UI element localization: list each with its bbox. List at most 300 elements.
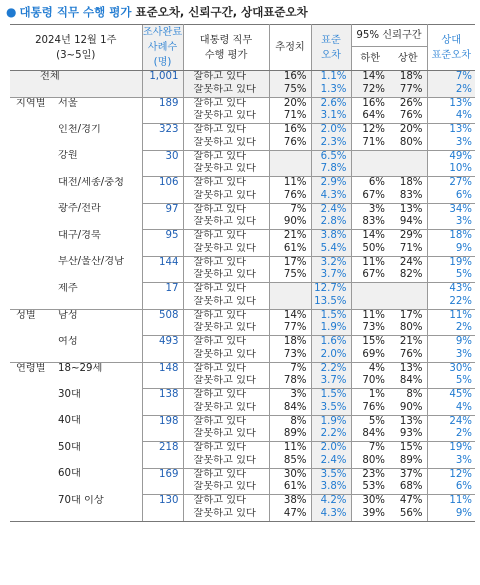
row-std-error: 1.5% xyxy=(311,389,351,402)
table-row xyxy=(10,71,475,84)
table-row xyxy=(10,495,475,508)
row-category xyxy=(10,230,142,243)
row-ci-upper: 83% xyxy=(389,190,427,203)
row-sample-size xyxy=(142,481,183,494)
table-row xyxy=(10,375,475,388)
row-estimate: 61% xyxy=(269,243,311,256)
row-estimate: 7% xyxy=(269,362,311,375)
row-estimate: 71% xyxy=(269,110,311,123)
row-segment-label: 대전/세종/충청 xyxy=(58,176,124,188)
row-rel-std-error: 11% xyxy=(427,309,475,322)
row-sample-size: 138 xyxy=(142,389,183,402)
row-ci-upper: 20% xyxy=(389,124,427,137)
row-std-error: 2.0% xyxy=(311,124,351,137)
row-ci-upper: 89% xyxy=(389,455,427,468)
row-rel-std-error: 7% xyxy=(427,71,475,84)
row-sample-size xyxy=(142,296,183,309)
row-std-error: 2.3% xyxy=(311,137,351,150)
row-response: 잘하고 있다 xyxy=(183,468,269,481)
row-response: 잘못하고 있다 xyxy=(183,428,269,441)
row-sample-size: 508 xyxy=(142,309,183,322)
page-title xyxy=(6,3,308,21)
row-category xyxy=(10,163,142,176)
row-group-label: 연령별 xyxy=(16,362,46,374)
row-rel-std-error: 4% xyxy=(455,401,472,413)
row-response: 잘하고 있다 xyxy=(183,309,269,322)
row-sample-size: 218 xyxy=(142,442,183,455)
header-se-line2: 오차 xyxy=(321,49,341,61)
row-ci-upper: 15% xyxy=(389,442,427,455)
row-ci-upper: 56% xyxy=(389,508,427,521)
row-sample-size: 189 xyxy=(142,97,183,110)
row-ci-lower: 53% xyxy=(362,481,385,493)
row-ci-lower: 84% xyxy=(362,428,385,440)
row-ci-upper xyxy=(389,283,427,296)
row-sample-size: 169 xyxy=(142,468,183,481)
row-ci-lower: 1% xyxy=(351,389,389,402)
row-sample-size xyxy=(142,428,183,441)
row-estimate: 89% xyxy=(269,428,311,441)
row-std-error: 1.3% xyxy=(311,84,351,97)
row-segment-label: 대구/경북 xyxy=(58,229,101,241)
table-row xyxy=(10,336,475,349)
row-ci-upper xyxy=(389,150,427,163)
row-sample-size xyxy=(142,402,183,415)
row-rel-std-error: 24% xyxy=(427,415,475,428)
row-ci-upper: 80% xyxy=(389,137,427,150)
row-std-error: 2.4% xyxy=(311,455,351,468)
row-std-error: 1.9% xyxy=(311,415,351,428)
row-estimate: 14% xyxy=(269,309,311,322)
row-ci-upper: 13% xyxy=(389,415,427,428)
row-estimate: 17% xyxy=(269,256,311,269)
row-sample-size: 17 xyxy=(142,283,183,296)
row-category xyxy=(10,283,142,296)
row-category xyxy=(10,177,142,190)
table-body xyxy=(10,71,475,522)
row-ci-lower xyxy=(351,296,389,309)
row-response: 잘하고 있다 xyxy=(183,442,269,455)
row-category xyxy=(10,349,142,362)
row-ci-lower: 6% xyxy=(351,177,389,190)
row-sample-size xyxy=(142,137,183,150)
row-sample-size xyxy=(142,216,183,229)
header-std-error xyxy=(311,25,351,71)
row-estimate xyxy=(269,296,311,309)
row-category xyxy=(10,124,142,137)
table-row xyxy=(10,230,475,243)
row-response: 잘하고 있다 xyxy=(183,256,269,269)
row-std-error: 3.8% xyxy=(311,481,351,494)
row-rel-std-error: 3% xyxy=(455,454,472,466)
header-rse-line2: 표준오차 xyxy=(431,49,471,61)
row-ci-lower: 67% xyxy=(362,189,385,201)
row-ci-lower: 14% xyxy=(351,71,389,84)
row-ci-lower: 70% xyxy=(362,375,385,387)
row-estimate: 7% xyxy=(269,203,311,216)
row-ci-lower: 30% xyxy=(351,495,389,508)
row-ci-lower: 71% xyxy=(362,136,385,148)
row-std-error: 2.8% xyxy=(311,216,351,229)
row-category xyxy=(10,97,142,110)
row-estimate: 85% xyxy=(269,455,311,468)
table-row xyxy=(10,97,475,110)
row-ci-upper: 13% xyxy=(389,203,427,216)
row-sample-size: 148 xyxy=(142,362,183,375)
row-ci-lower: 3% xyxy=(351,203,389,216)
row-response: 잘못하고 있다 xyxy=(183,455,269,468)
row-ci-lower: 67% xyxy=(362,269,385,281)
row-std-error: 2.0% xyxy=(311,349,351,362)
row-category xyxy=(10,442,142,455)
header-date-line1: 2024년 12월 1주 xyxy=(35,34,117,46)
row-response: 잘못하고 있다 xyxy=(183,216,269,229)
header-ci: 95% 신뢰구간 xyxy=(351,25,427,47)
row-ci-upper: 13% xyxy=(389,362,427,375)
table-row xyxy=(10,481,475,494)
row-ci-upper: 77% xyxy=(389,84,427,97)
row-rel-std-error: 2% xyxy=(455,428,472,440)
row-category xyxy=(10,402,142,415)
row-category xyxy=(10,428,142,441)
row-response: 잘못하고 있다 xyxy=(183,402,269,415)
row-response: 잘하고 있다 xyxy=(183,124,269,137)
row-ci-upper: 18% xyxy=(389,177,427,190)
table-row xyxy=(10,442,475,455)
row-sample-size xyxy=(142,455,183,468)
row-std-error: 2.9% xyxy=(311,177,351,190)
row-group-label: 지역별 xyxy=(16,97,46,109)
row-category xyxy=(10,336,142,349)
row-std-error: 3.5% xyxy=(311,468,351,481)
table-row xyxy=(10,322,475,335)
row-segment-label: 30대 xyxy=(58,388,81,400)
row-ci-lower: 72% xyxy=(351,84,389,97)
row-segment-label: 50대 xyxy=(58,441,81,453)
row-estimate: 8% xyxy=(269,415,311,428)
table-row xyxy=(10,269,475,282)
row-std-error: 3.8% xyxy=(311,230,351,243)
row-sample-size: 323 xyxy=(142,124,183,137)
row-group-label: 성별 xyxy=(16,309,36,321)
row-response: 잘못하고 있다 xyxy=(183,322,269,335)
row-sample-size xyxy=(142,508,183,521)
table-row xyxy=(10,389,475,402)
row-std-error: 2.4% xyxy=(311,203,351,216)
row-ci-upper: 8% xyxy=(389,389,427,402)
table-row xyxy=(10,150,475,163)
row-category xyxy=(10,481,142,494)
row-category xyxy=(10,455,142,468)
row-std-error: 4.3% xyxy=(311,508,351,521)
row-rel-std-error: 3% xyxy=(455,136,472,148)
header-n-line2: 사례수 xyxy=(147,42,178,53)
row-category xyxy=(10,150,142,163)
row-rel-std-error: 6% xyxy=(455,481,472,493)
row-estimate: 3% xyxy=(269,389,311,402)
row-sample-size: 493 xyxy=(142,336,183,349)
row-std-error: 3.1% xyxy=(311,110,351,123)
row-ci-lower xyxy=(351,150,389,163)
row-sample-size: 130 xyxy=(142,495,183,508)
row-ci-upper: 76% xyxy=(389,110,427,123)
table-row xyxy=(10,137,475,150)
title-sub: 표준오차, 신뢰구간, 상대표준오차 xyxy=(131,5,308,19)
row-response: 잘하고 있다 xyxy=(183,283,269,296)
row-category xyxy=(10,190,142,203)
row-segment-label: 40대 xyxy=(58,415,81,427)
row-rel-std-error: 22% xyxy=(449,295,472,307)
row-segment-label: 광주/전라 xyxy=(58,203,101,215)
row-category xyxy=(10,309,142,322)
table-row xyxy=(10,455,475,468)
row-sample-size xyxy=(142,190,183,203)
row-response: 잘하고 있다 xyxy=(183,177,269,190)
row-estimate: 11% xyxy=(269,442,311,455)
row-sample-size: 97 xyxy=(142,203,183,216)
row-ci-upper: 90% xyxy=(389,402,427,415)
row-category xyxy=(10,203,142,216)
row-rel-std-error: 12% xyxy=(427,468,475,481)
row-category xyxy=(10,243,142,256)
row-sample-size: 30 xyxy=(142,150,183,163)
row-ci-lower: 83% xyxy=(362,216,385,228)
row-category xyxy=(10,468,142,481)
row-rel-std-error: 9% xyxy=(455,242,472,254)
row-response: 잘하고 있다 xyxy=(183,230,269,243)
table-row xyxy=(10,110,475,123)
row-segment-label: 전체 xyxy=(40,71,60,82)
row-ci-upper: 18% xyxy=(389,71,427,84)
row-ci-lower: 69% xyxy=(362,348,385,360)
row-response: 잘못하고 있다 xyxy=(183,84,269,97)
row-category xyxy=(10,71,142,84)
row-response: 잘못하고 있다 xyxy=(183,296,269,309)
row-ci-lower: 64% xyxy=(362,110,385,122)
table-row xyxy=(10,203,475,216)
row-segment-label: 18~29세 xyxy=(58,362,103,374)
row-rel-std-error: 5% xyxy=(455,269,472,281)
row-ci-upper: 21% xyxy=(389,336,427,349)
row-estimate: 90% xyxy=(269,216,311,229)
row-std-error: 4.3% xyxy=(311,190,351,203)
row-rel-std-error: 49% xyxy=(427,150,475,163)
row-response: 잘하고 있다 xyxy=(183,71,269,84)
row-ci-upper: 68% xyxy=(389,481,427,494)
row-ci-lower: 76% xyxy=(362,401,385,413)
row-category xyxy=(10,110,142,123)
row-estimate: 21% xyxy=(269,230,311,243)
row-ci-upper: 76% xyxy=(389,349,427,362)
header-sample-size xyxy=(142,25,183,71)
row-sample-size xyxy=(142,110,183,123)
row-category xyxy=(10,322,142,335)
row-sample-size: 1,001 xyxy=(142,71,183,84)
row-estimate: 18% xyxy=(269,336,311,349)
row-ci-lower xyxy=(351,163,389,176)
row-std-error: 2.6% xyxy=(311,97,351,110)
row-std-error: 6.5% xyxy=(311,150,351,163)
row-estimate: 38% xyxy=(269,495,311,508)
row-rel-std-error: 9% xyxy=(427,336,475,349)
table-row xyxy=(10,428,475,441)
row-std-error: 3.5% xyxy=(311,402,351,415)
row-response: 잘하고 있다 xyxy=(183,389,269,402)
table-header xyxy=(10,25,475,71)
row-ci-upper: 24% xyxy=(389,256,427,269)
row-rel-std-error: 34% xyxy=(427,203,475,216)
row-ci-lower: 50% xyxy=(362,242,385,254)
table-row xyxy=(10,84,475,97)
row-std-error: 1.9% xyxy=(311,322,351,335)
header-rse-line1: 상대 xyxy=(441,34,462,46)
row-estimate: 75% xyxy=(269,269,311,282)
row-rel-std-error: 13% xyxy=(427,97,475,110)
row-std-error: 4.2% xyxy=(311,495,351,508)
table-row xyxy=(10,349,475,362)
row-rel-std-error: 30% xyxy=(427,362,475,375)
table-row xyxy=(10,124,475,137)
row-ci-lower: 4% xyxy=(351,362,389,375)
row-rel-std-error: 4% xyxy=(455,110,472,122)
row-estimate: 16% xyxy=(269,124,311,137)
row-ci-upper: 26% xyxy=(389,97,427,110)
row-ci-upper: 17% xyxy=(389,309,427,322)
row-rel-std-error: 18% xyxy=(427,230,475,243)
row-std-error: 3.7% xyxy=(311,269,351,282)
row-ci-upper: 94% xyxy=(389,216,427,229)
row-estimate xyxy=(269,163,311,176)
row-rel-std-error: 19% xyxy=(427,442,475,455)
row-segment-label: 제주 xyxy=(58,282,78,294)
row-rel-std-error: 2% xyxy=(427,84,475,97)
row-category xyxy=(10,137,142,150)
row-ci-lower xyxy=(351,283,389,296)
row-ci-lower: 7% xyxy=(351,442,389,455)
row-estimate xyxy=(269,283,311,296)
row-segment-label: 강원 xyxy=(58,150,78,162)
table-row xyxy=(10,309,475,322)
header-q-line2: 수행 평가 xyxy=(204,49,248,61)
row-ci-lower: 15% xyxy=(351,336,389,349)
row-response: 잘못하고 있다 xyxy=(183,137,269,150)
row-rel-std-error: 3% xyxy=(455,216,472,228)
row-ci-lower: 14% xyxy=(351,230,389,243)
row-response: 잘못하고 있다 xyxy=(183,375,269,388)
row-sample-size xyxy=(142,269,183,282)
header-rel-std-error xyxy=(427,25,475,71)
row-category xyxy=(10,84,142,97)
row-ci-upper: 71% xyxy=(389,243,427,256)
row-rel-std-error: 9% xyxy=(427,508,475,521)
row-ci-upper: 84% xyxy=(389,375,427,388)
row-estimate: 84% xyxy=(269,402,311,415)
row-std-error: 1.1% xyxy=(311,71,351,84)
row-rel-std-error: 43% xyxy=(427,283,475,296)
row-category xyxy=(10,508,142,521)
row-category xyxy=(10,256,142,269)
row-sample-size xyxy=(142,322,183,335)
row-sample-size: 95 xyxy=(142,230,183,243)
row-ci-lower: 80% xyxy=(362,454,385,466)
row-rel-std-error: 10% xyxy=(449,163,472,175)
row-ci-upper xyxy=(389,296,427,309)
table-row xyxy=(10,415,475,428)
row-segment-label: 70대 이상 xyxy=(58,494,104,506)
row-estimate: 75% xyxy=(269,84,311,97)
row-response: 잘하고 있다 xyxy=(183,203,269,216)
row-response: 잘하고 있다 xyxy=(183,362,269,375)
row-rel-std-error: 3% xyxy=(455,348,472,360)
table-row xyxy=(10,508,475,521)
row-category xyxy=(10,415,142,428)
row-ci-upper: 29% xyxy=(389,230,427,243)
row-response: 잘못하고 있다 xyxy=(183,243,269,256)
row-response: 잘못하고 있다 xyxy=(183,508,269,521)
header-ci-lower: 하한 xyxy=(351,47,389,71)
header-date-line2: (3~5일) xyxy=(56,49,96,61)
table-row xyxy=(10,190,475,203)
table-row xyxy=(10,283,475,296)
row-estimate: 20% xyxy=(269,97,311,110)
table-row xyxy=(10,163,475,176)
row-segment-label: 인천/경기 xyxy=(58,123,101,135)
row-response: 잘못하고 있다 xyxy=(183,481,269,494)
row-response: 잘못하고 있다 xyxy=(183,163,269,176)
row-ci-upper: 80% xyxy=(389,322,427,335)
row-category xyxy=(10,362,142,375)
table-row xyxy=(10,256,475,269)
row-ci-upper xyxy=(389,163,427,176)
row-ci-lower: 11% xyxy=(351,309,389,322)
row-rel-std-error: 2% xyxy=(455,322,472,334)
row-segment-label: 부산/울산/경남 xyxy=(58,256,124,268)
header-date xyxy=(10,25,142,71)
row-segment-label: 서울 xyxy=(58,97,78,109)
row-estimate: 76% xyxy=(269,137,311,150)
row-ci-lower: 16% xyxy=(351,97,389,110)
row-std-error: 13.5% xyxy=(311,296,351,309)
row-std-error: 1.6% xyxy=(311,336,351,349)
row-std-error: 7.8% xyxy=(311,163,351,176)
row-sample-size: 144 xyxy=(142,256,183,269)
row-sample-size xyxy=(142,163,183,176)
table-row xyxy=(10,402,475,415)
row-estimate: 77% xyxy=(269,322,311,335)
row-ci-upper: 93% xyxy=(389,428,427,441)
row-estimate: 11% xyxy=(269,177,311,190)
row-std-error: 2.2% xyxy=(311,362,351,375)
row-segment-label: 남성 xyxy=(58,309,78,321)
header-q-line1: 대통령 직무 xyxy=(199,34,253,46)
header-ci-upper: 상한 xyxy=(389,47,427,71)
row-rel-std-error: 27% xyxy=(427,177,475,190)
table-row xyxy=(10,362,475,375)
row-std-error: 12.7% xyxy=(311,283,351,296)
row-estimate: 76% xyxy=(269,190,311,203)
table-row xyxy=(10,177,475,190)
row-ci-lower: 73% xyxy=(362,322,385,334)
row-estimate: 30% xyxy=(269,468,311,481)
row-category xyxy=(10,389,142,402)
row-response: 잘못하고 있다 xyxy=(183,269,269,282)
row-response: 잘하고 있다 xyxy=(183,150,269,163)
row-std-error: 2.2% xyxy=(311,428,351,441)
row-std-error: 2.0% xyxy=(311,442,351,455)
row-sample-size xyxy=(142,84,183,97)
row-estimate: 78% xyxy=(269,375,311,388)
row-category xyxy=(10,296,142,309)
